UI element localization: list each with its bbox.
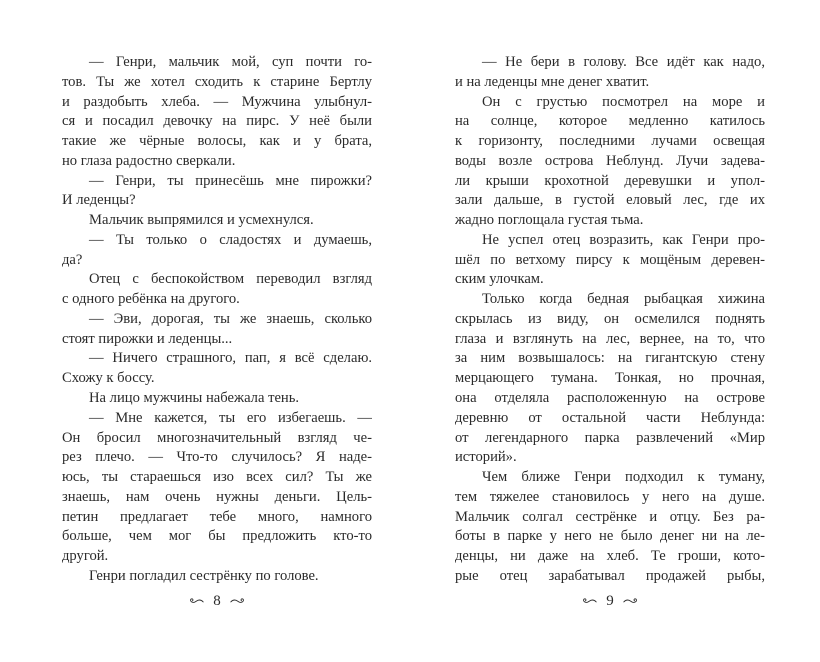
text-line: Он бросил многозначительный взгляд че-	[62, 429, 372, 446]
text-line: такие же чёрные волосы, как и у брата,	[62, 133, 372, 150]
text-line: Только когда бедная рыбацкая хижина	[482, 291, 765, 308]
text-line: скрылась из виду, он осмелился поднять	[455, 310, 765, 327]
book-page-right	[410, 0, 820, 662]
page-footer-right	[455, 593, 765, 610]
text-line: Схожу к боссу.	[62, 370, 155, 387]
paragraph	[455, 468, 765, 587]
text-line: — Ничего страшного, пап, я всё сделаю.	[89, 350, 372, 367]
swash-flourish-right-icon	[230, 597, 246, 605]
text-line: юсь, ты стараешься изо всех сил? Ты же	[62, 469, 372, 486]
paragraph	[62, 231, 372, 271]
text-line: глаза и взглянуть на лес, вернее, на то, что	[455, 330, 765, 347]
text-line: боты в парке у него не было денег ни на ле-	[455, 528, 765, 545]
text-line: И леденцы?	[62, 192, 136, 209]
paragraph	[62, 270, 372, 310]
text-line: но глаза радостно сверкали.	[62, 152, 236, 169]
text-line: Отец с беспокойством переводил взгляд	[89, 271, 372, 288]
text-line: зали дальше, в густой еловый лес, где их	[455, 192, 765, 209]
text-line: Мальчик выпрямился и усмехнулся.	[89, 212, 314, 229]
text-line: Генри погладил сестрёнку по голове.	[89, 567, 319, 584]
text-line: к горизонту, последними лучами освещая	[455, 133, 765, 150]
text-column-right	[455, 53, 765, 587]
text-line: больше, чем мог бы предложить кто-то	[62, 528, 372, 545]
text-line: — Генри, ты принесёшь мне пирожки?	[89, 172, 372, 189]
text-line: петин предлагает тебе много, намного	[62, 508, 372, 525]
text-line: воды возле острова Неблунд. Лучи задева-	[455, 152, 765, 169]
text-line: тов. Ты же хотел сходить к старине Бертлу	[62, 73, 372, 90]
text-line: — Эви, дорогая, ты же знаешь, сколько	[89, 310, 372, 327]
text-line: — Генри, мальчик мой, суп почти го-	[89, 54, 372, 70]
text-line: от легендарного парка развлечений «Мир	[455, 429, 765, 446]
paragraph	[62, 172, 372, 212]
text-column-left	[62, 53, 372, 587]
text-line: тем тяжелее становилось у него на душе.	[455, 488, 765, 505]
swash-flourish-left-icon	[188, 597, 204, 605]
text-line: она отделяла расположенную на острове	[455, 390, 765, 407]
paragraph	[62, 53, 372, 172]
paragraph	[455, 93, 765, 231]
page-footer-left	[62, 593, 372, 610]
swash-flourish-right-icon	[623, 597, 639, 605]
paragraph	[455, 231, 765, 290]
text-line: и на леденцы мне денег хватит.	[455, 73, 650, 90]
paragraph	[62, 409, 372, 567]
paragraph	[62, 349, 372, 389]
paragraph	[62, 567, 372, 587]
text-line: жадно поглощала густая тьма.	[455, 212, 644, 229]
text-line: ся и посадил девочку на пирс. У неё были	[62, 113, 372, 130]
text-line: — Не бери в голову. Все идёт как надо,	[482, 54, 765, 70]
text-line: да?	[62, 251, 83, 268]
text-line: — Ты только о сладостях и думаешь,	[89, 231, 372, 248]
text-line: за ним возвышалось: на гигантскую стену	[455, 350, 765, 367]
text-line: с одного ребёнка на другого.	[62, 291, 240, 308]
text-line: Не успел отец возразить, как Генри про-	[482, 231, 765, 248]
text-line: знаешь, нам очень нужны деньги. Цель-	[62, 488, 372, 505]
text-line: шёл по ветхому пирсу к мощёным деревен-	[455, 251, 765, 268]
text-line: — Мне кажется, ты его избегаешь. —	[89, 409, 372, 426]
text-line: денцы, ни даже на хлеб. Те гроши, кото-	[455, 548, 765, 565]
text-line: Чем ближе Генри подходил к туману,	[482, 469, 765, 486]
text-line: ли крыши крохотной деревушки и упол-	[455, 172, 765, 189]
page-number-left: 8	[213, 592, 221, 609]
text-line: рез плечо. — Что-то случилось? Я наде-	[62, 449, 372, 466]
text-line: деревню от остальной части Неблунда:	[455, 409, 765, 426]
paragraph	[62, 389, 372, 409]
text-line: ским улочкам.	[455, 271, 544, 288]
text-line: Мальчик солгал сестрёнке и отцу. Без ра-	[455, 508, 765, 525]
page-number-right: 9	[606, 592, 614, 609]
text-line: стоят пирожки и леденцы...	[62, 330, 233, 347]
text-line: историй».	[455, 449, 517, 466]
paragraph	[62, 211, 372, 231]
text-line: и раздобыть хлеба. — Мужчина улыбнул-	[62, 93, 372, 110]
swash-flourish-left-icon	[581, 597, 597, 605]
text-line: рые отец зарабатывал продажей рыбы,	[455, 567, 765, 584]
text-line: мерцающего тумана. Тонкая, но прочная,	[455, 370, 765, 387]
paragraph	[455, 53, 765, 93]
text-line: Он с грустью посмотрел на море и	[482, 93, 765, 110]
text-line: На лицо мужчины набежала тень.	[89, 390, 300, 407]
paragraph	[455, 290, 765, 468]
paragraph	[62, 310, 372, 350]
text-line: на солнце, которое медленно катилось	[455, 113, 765, 130]
text-line: другой.	[62, 548, 109, 565]
